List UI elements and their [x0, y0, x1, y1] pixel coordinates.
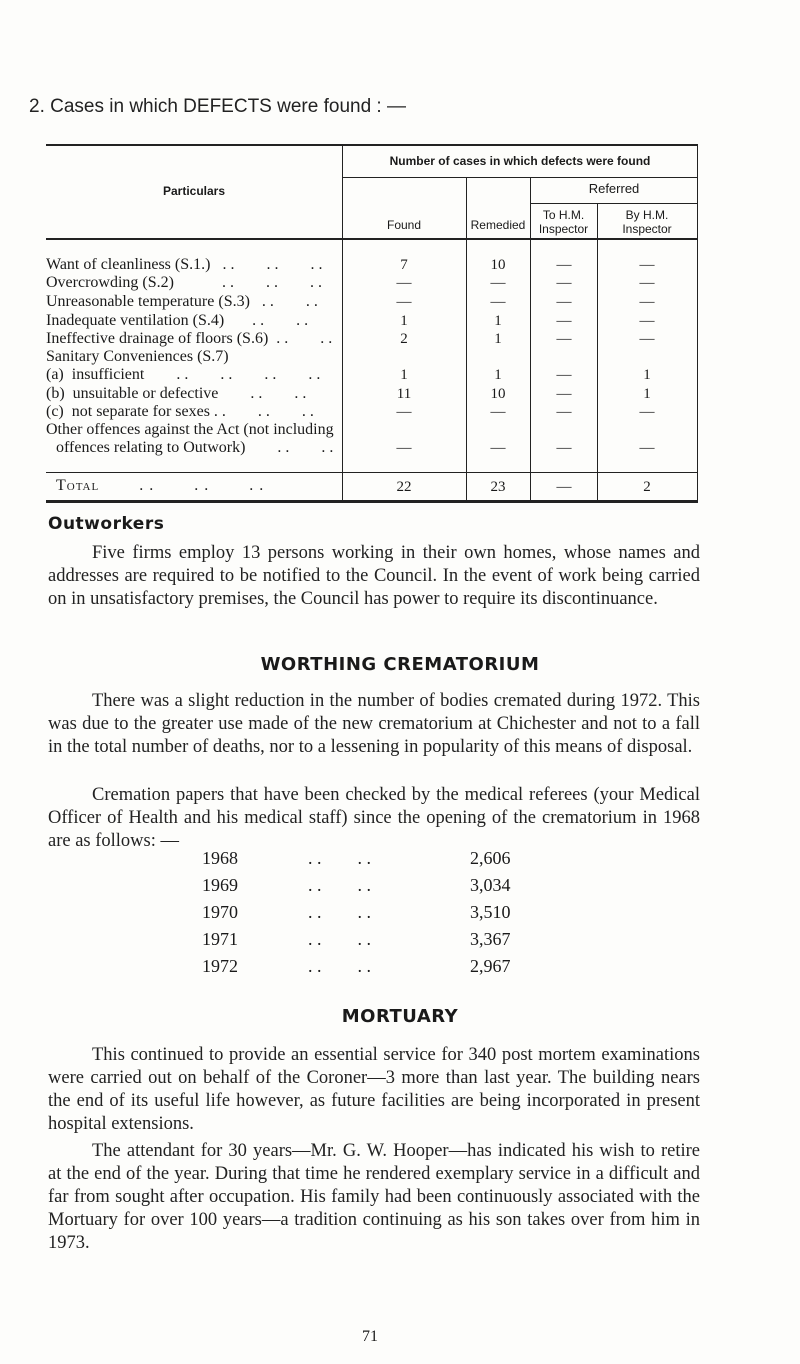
table-top-rule — [46, 144, 698, 146]
total-to-hm: — — [556, 479, 572, 495]
referred-rule — [530, 203, 698, 204]
table-cell-found: 1 — [400, 313, 408, 329]
table-row-label: (b) unsuitable or defective . . . . — [46, 385, 307, 402]
mortuary-paragraph-1: This continued to provide an essential service for 340 post mortem examinations were carried out on behalf of the Coroner—3 more than last year. The building nears the end of its useful life however, as future facilities are being incorporated in present hospital extensions. — [48, 1045, 700, 1134]
stat-count: 3,510 — [470, 902, 511, 922]
table-row-label: (c) not separate for sexes . . . . . . — [46, 403, 314, 420]
table-cell-to: — — [556, 294, 572, 310]
stat-year: 1968 — [202, 848, 238, 868]
table-cell-found: — — [396, 294, 412, 310]
table-cell-found: — — [396, 404, 412, 420]
table-cell-by: 1 — [643, 386, 651, 402]
table-cell-to: — — [556, 275, 572, 291]
crematorium-paragraph-2: Cremation papers that have been checked by the medical referees (your Medical Officer of Health and his medical staff) since the opening of the crematorium in 1968 are as follows: — — [48, 785, 700, 851]
table-cell-found: — — [396, 440, 412, 456]
table-cell-by: — — [639, 257, 655, 273]
total-remedied: 23 — [490, 479, 506, 495]
page-number: 71 — [362, 1328, 378, 1345]
subheader-rule — [342, 177, 698, 178]
total-by-hm: 2 — [643, 479, 651, 495]
table-cell-to: — — [556, 367, 572, 383]
table-cell-to: — — [556, 386, 572, 402]
table-cell-found: 11 — [396, 386, 412, 402]
stat-leader-dots: . . . . — [308, 956, 371, 976]
col-divider-4 — [597, 204, 598, 501]
stat-count: 3,034 — [470, 875, 511, 895]
header-by-hm: By H.M. Inspector — [622, 208, 672, 236]
table-row-label: Ineffective drainage of floors (S.6) . . . . — [46, 330, 333, 347]
outworkers-paragraph: Five firms employ 13 persons working in their own homes, whose names and addresses are required to be notified to the Council. In the event of work being carried on in unsatisfactory premises, the Council has power to require its discontinuance. — [48, 543, 700, 609]
stat-year: 1969 — [202, 875, 238, 895]
stat-leader-dots: . . . . — [308, 848, 371, 868]
stat-leader-dots: . . . . — [308, 875, 371, 895]
table-cell-found: 2 — [400, 331, 408, 347]
stat-count: 3,367 — [470, 929, 511, 949]
table-bottom-rule — [46, 500, 698, 503]
defects-table — [46, 144, 698, 503]
stat-year: 1970 — [202, 902, 238, 922]
table-row-label: Unreasonable temperature (S.3) . . . . — [46, 293, 318, 310]
total-top-rule — [46, 472, 698, 473]
table-cell-by: — — [639, 404, 655, 420]
table-cell-remedied: — — [490, 404, 506, 420]
table-cell-found: 7 — [400, 257, 408, 273]
table-cell-remedied: 1 — [494, 313, 502, 329]
table-row-label: offences relating to Outwork) . . . . — [56, 439, 334, 456]
table-cell-remedied: 10 — [490, 257, 506, 273]
table-row-label: (a) insufficient . . . . . . . . — [46, 366, 321, 383]
table-row-label: Sanitary Conveniences (S.7) — [46, 348, 229, 365]
mortuary-title: MORTUARY — [341, 1006, 459, 1027]
header-number-cases: Number of cases in which defects were found — [389, 154, 651, 168]
table-cell-remedied: 10 — [490, 386, 506, 402]
header-found: Found — [386, 218, 422, 232]
col-divider-right — [697, 144, 698, 501]
section-heading: 2. Cases in which DEFECTS were found : — — [29, 96, 406, 117]
mortuary-paragraph-2: The attendant for 30 years—Mr. G. W. Hooper—has indicated his wish to retire at the end of the year. During that time he rendered exemplary service in a difficult and far from sought after occupation. His family had been continuously associated with the Mortuary for over 100 years—a tradition continuing as his son takes over from him in 1973. — [48, 1141, 700, 1253]
table-cell-found: — — [396, 275, 412, 291]
header-bottom-rule — [46, 238, 698, 240]
table-row-label: Other offences against the Act (not including — [46, 421, 334, 438]
table-cell-by: — — [639, 294, 655, 310]
header-remedied: Remedied — [470, 218, 526, 232]
table-cell-to: — — [556, 404, 572, 420]
stat-year: 1972 — [202, 956, 238, 976]
table-cell-by: — — [639, 313, 655, 329]
header-referred: Referred — [588, 181, 640, 196]
table-row-label: Inadequate ventilation (S.4) . . . . — [46, 312, 309, 329]
table-cell-to: — — [556, 313, 572, 329]
stat-year: 1971 — [202, 929, 238, 949]
total-label: Total . . . . . . — [56, 477, 265, 494]
table-cell-by: — — [639, 331, 655, 347]
table-cell-found: 1 — [400, 367, 408, 383]
table-cell-to: — — [556, 440, 572, 456]
stat-count: 2,606 — [470, 848, 511, 868]
crematorium-paragraph-1: There was a slight reduction in the number of bodies cremated during 1972. This was due to the greater use made of the new crematorium at Chichester and not to a fall in the total number of deaths, nor to a lessening in popularity of this means of disposal. — [48, 691, 700, 757]
table-row-label: Want of cleanliness (S.1.) . . . . . . — [46, 256, 323, 273]
stat-leader-dots: . . . . — [308, 902, 371, 922]
header-to-hm: To H.M. Inspector — [538, 208, 589, 236]
table-cell-remedied: 1 — [494, 367, 502, 383]
outworkers-title: Outworkers — [48, 514, 165, 534]
table-cell-remedied: 1 — [494, 331, 502, 347]
stat-count: 2,967 — [470, 956, 511, 976]
header-particulars: Particulars — [162, 184, 226, 198]
table-cell-remedied: — — [490, 275, 506, 291]
table-cell-to: — — [556, 257, 572, 273]
col-divider-1 — [342, 144, 343, 501]
table-cell-by: 1 — [643, 367, 651, 383]
crematorium-title: WORTHING CREMATORIUM — [260, 654, 540, 675]
total-found: 22 — [396, 479, 412, 495]
table-cell-by: — — [639, 275, 655, 291]
stat-leader-dots: . . . . — [308, 929, 371, 949]
table-cell-remedied: — — [490, 440, 506, 456]
table-cell-remedied: — — [490, 294, 506, 310]
table-cell-by: — — [639, 440, 655, 456]
table-row-label: Overcrowding (S.2) . . . . . . — [46, 274, 322, 291]
table-cell-to: — — [556, 331, 572, 347]
